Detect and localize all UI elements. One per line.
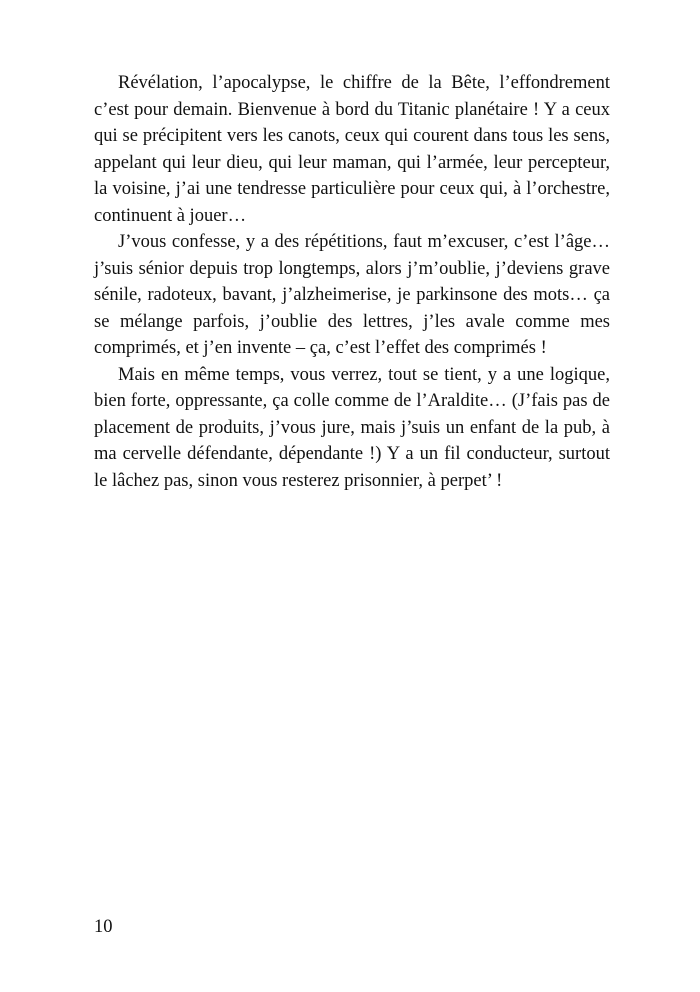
paragraph-2: J’vous confesse, y a des répétitions, faut m’excuser, c’est l’âge… j’suis sénior depuis trop longtemps, alors j’m’oublie, j’deviens grave sénile, radoteux, bavant, j’alzheimerise, je parkinsone des mots… ça se mélange parfois, j’oublie des lettres, j’les avale comme mes comprimés, et j’en invente – ça, c’est l’effet des comprimés ! bbox=[94, 232, 610, 358]
paragraph-3: Mais en même temps, vous verrez, tout se tient, y a une logique, bien forte, oppressante, ça colle comme de l’Araldite… (J’fais pas de placement de produits, j’vous jure, mais j’suis un enfant de la pub, à ma cervelle défendante, dépendante !) Y a un fil conducteur, surtout le lâchez pas, sinon vous resterez prisonnier, à perpet’ ! bbox=[94, 364, 610, 491]
paragraph-1: Révélation, l’apocalypse, le chiffre de la Bête, l’effondrement c’est pour demain. Bienvenue à bord du Titanic planétaire ! Y a ceux qui se précipitent vers les canots, ceux qui courent dans tous les sens, appelant qui leur dieu, qui leur maman, qui l’armée, leur percepteur, la voisine, j’ai une tendresse particulière pour ceux qui, à l’orchestre, continuent à jouer… bbox=[94, 73, 610, 226]
body-text bbox=[94, 70, 610, 494]
page-number: 10 bbox=[94, 917, 113, 937]
